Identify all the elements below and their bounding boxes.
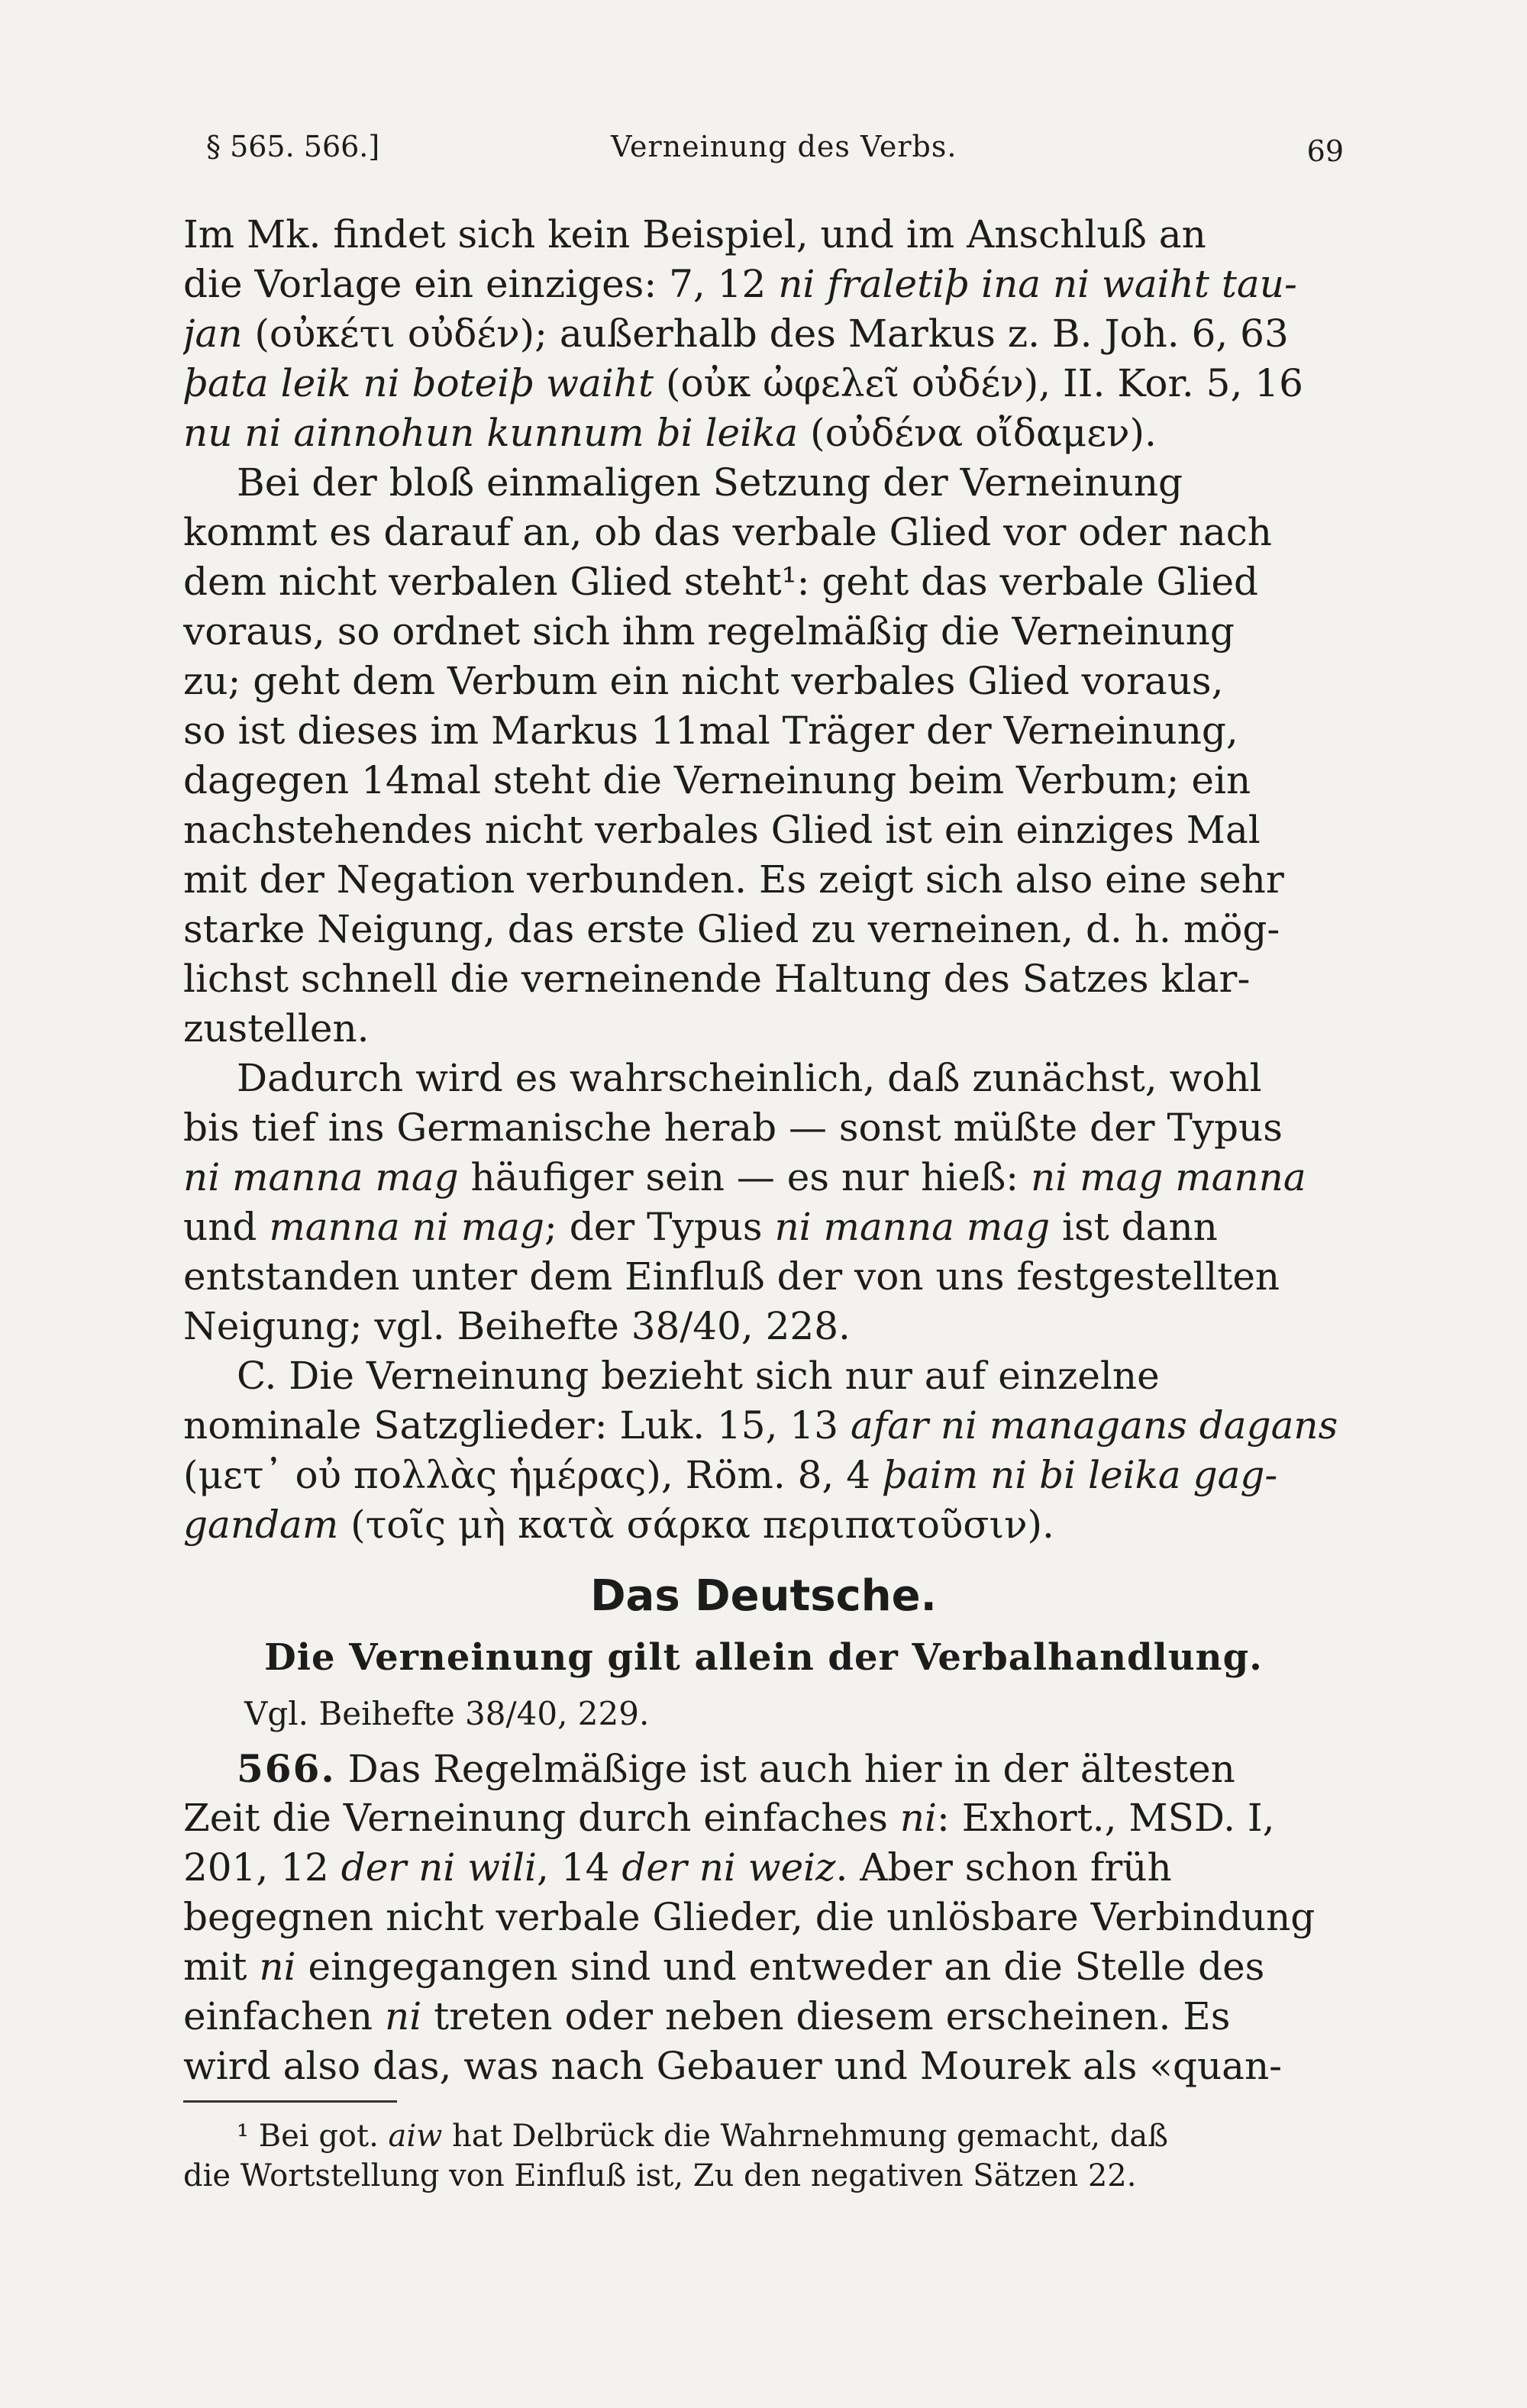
- running-header: [183, 130, 1344, 176]
- gothic-quote: ni: [385, 1994, 422, 2038]
- text-span: einfachen: [183, 1994, 385, 2038]
- text-span: Im Mk. findet sich kein Beispiel, und im Anschluß an: [183, 212, 1206, 257]
- footnote: [183, 2116, 1344, 2196]
- text-span: mit: [183, 1945, 260, 1989]
- text-line: [183, 408, 1344, 458]
- text-span: bis tief ins Germanische herab — sonst müßte der Typus: [183, 1106, 1283, 1150]
- gothic-quote: nu ni ainnohun kunnum bi leika: [183, 411, 799, 455]
- gothic-quote: manna ni mag: [269, 1205, 544, 1249]
- text-span: : Exhort., MSD. I,: [936, 1796, 1275, 1840]
- text-line: voraus, so ordnet sich ihm regelmäßig die Verneinung: [183, 609, 1235, 654]
- text-span: ¹ Bei got.: [237, 2119, 389, 2154]
- gothic-quote: jan: [183, 311, 243, 356]
- text-line: [183, 1500, 1344, 1550]
- text-line: Bei der bloß einmaligen Setzung der Verneinung: [237, 460, 1183, 505]
- text-line: [183, 1302, 1344, 1351]
- gothic-quote: ni: [259, 1945, 296, 1989]
- gothic-quote: ni mag manna: [1031, 1155, 1306, 1199]
- footnote-line: [183, 2116, 1344, 2156]
- text-line: [183, 1401, 1344, 1451]
- gothic-quote: ni fraletiþ ina ni waiht tau-: [778, 262, 1297, 306]
- text-line: [183, 1744, 1344, 1793]
- text-span: (μετ᾽ οὐ πολλὰς ἡμέρας), Röm. 8, 4: [183, 1453, 883, 1497]
- text-span: hat Delbrück die Wahrnehmung gemacht, daß: [442, 2119, 1168, 2154]
- text-line: [183, 359, 1344, 408]
- cross-reference: Vgl. Beihefte 38/40, 229.: [244, 1695, 650, 1732]
- section-heading: Das Deutsche.: [590, 1571, 937, 1621]
- footnote-rule: [183, 2100, 397, 2103]
- text-span: ist dann: [1050, 1205, 1218, 1249]
- text-line: nachstehendes nicht verbales Glied ist ein einziges Mal: [183, 808, 1261, 852]
- text-span: wird also das, was nach Gebauer und Mourek als «quan-: [183, 2044, 1283, 2088]
- text-line: [183, 210, 1344, 260]
- text-span: treten oder neben diesem erscheinen. Es: [421, 1994, 1231, 2038]
- page-number: 69: [1306, 134, 1344, 168]
- text-line: [183, 1942, 1344, 1992]
- text-span: ; der Typus: [544, 1205, 775, 1249]
- gothic-quote: þaim ni bi leika gag-: [882, 1453, 1278, 1497]
- text-line: kommt es darauf an, ob das verbale Glied vor oder nach: [183, 510, 1272, 554]
- text-span: Dadurch wird es wahrscheinlich, daß zunächst, wohl: [237, 1056, 1262, 1100]
- text-line: [183, 309, 1344, 359]
- text-line: so ist dieses im Markus 11mal Träger der Verneinung,: [183, 709, 1238, 753]
- text-line: [183, 1153, 1344, 1202]
- text-line: starke Neigung, das erste Glied zu verneinen, d. h. mög-: [183, 907, 1280, 951]
- text-line: dem nicht verbalen Glied steht¹: geht das verbale Glied: [183, 560, 1259, 604]
- text-span: (οὐκ ὠφελεῖ οὐδέν), II. Kor. 5, 16: [654, 361, 1303, 405]
- text-span: Das Regelmäßige ist auch hier in der ältesten: [335, 1747, 1235, 1791]
- gothic-quote: der ni weiz: [621, 1845, 836, 1890]
- text-span: (οὐδένα οἴδαμεν).: [798, 411, 1157, 455]
- text-span: . Aber schon früh: [835, 1845, 1172, 1890]
- text-span: häufiger sein — es nur hieß:: [458, 1155, 1031, 1199]
- gothic-quote: ni manna mag: [774, 1205, 1051, 1249]
- text-line: [183, 1103, 1344, 1153]
- text-span: nominale Satzglieder: Luk. 15, 13: [183, 1403, 851, 1448]
- header-title: Verneinung des Verbs.: [611, 130, 957, 163]
- text-span: (τοῖς μὴ κατὰ σάρκα περιπατοῦσιν).: [338, 1503, 1054, 1547]
- text-line: [183, 260, 1344, 309]
- gothic-quote: ni manna mag: [183, 1155, 459, 1199]
- text-line: zu; geht dem Verbum ein nicht verbales Glied voraus,: [183, 659, 1224, 703]
- text-line: [183, 1793, 1344, 1843]
- text-span: Neigung; vgl. Beihefte 38/40, 228.: [183, 1304, 851, 1348]
- gothic-quote: ni: [899, 1796, 937, 1840]
- gothic-quote: gandam: [183, 1503, 339, 1547]
- section-number: 566.: [237, 1746, 336, 1791]
- footnote-line: [183, 2156, 1344, 2196]
- text-span: , 14: [537, 1845, 622, 1890]
- text-span: begegnen nicht verbale Glieder, die unlösbare Verbindung: [183, 1895, 1316, 1939]
- main-text: [183, 210, 1344, 2196]
- text-span: 201, 12: [183, 1845, 341, 1890]
- text-span: entstanden unter dem Einfluß der von uns festgestellten: [183, 1254, 1280, 1299]
- text-span: C. Die Verneinung bezieht sich nur auf einzelne: [237, 1354, 1160, 1398]
- text-line: zustellen.: [183, 1006, 370, 1051]
- gothic-quote: þata leik ni boteiþ waiht: [183, 361, 654, 405]
- section-subheading: Die Verneinung gilt allein der Verbalhandlung.: [264, 1636, 1263, 1679]
- text-span: die Wortstellung von Einfluß ist, Zu den negativen Sätzen 22.: [183, 2158, 1137, 2193]
- text-line: [183, 1451, 1344, 1500]
- header-section-ref: § 565. 566.]: [206, 130, 380, 163]
- paragraph-typus: [183, 1054, 1344, 1351]
- text-line: [183, 1054, 1344, 1103]
- gothic-quote: der ni wili: [341, 1845, 537, 1890]
- text-line: [183, 1992, 1344, 2042]
- gothic-quote: afar ni managans dagans: [850, 1403, 1338, 1448]
- text-line: [183, 1252, 1344, 1302]
- text-line: [183, 1351, 1344, 1401]
- paragraph-single-negation: [183, 458, 1344, 1054]
- text-line: mit der Negation verbunden. Es zeigt sich also eine sehr: [183, 857, 1284, 902]
- text-line: [183, 2042, 1344, 2091]
- text-span: (οὐκέτι οὐδέν); außerhalb des Markus z. B. Joh. 6, 63: [242, 311, 1289, 356]
- gothic-quote: aiw: [388, 2119, 443, 2154]
- text-line: [183, 1202, 1344, 1252]
- text-line: [183, 1893, 1344, 1942]
- text-line: [183, 1843, 1344, 1893]
- text-span: Zeit die Verneinung durch einfaches: [183, 1796, 900, 1840]
- text-line: dagegen 14mal steht die Verneinung beim Verbum; ein: [183, 758, 1251, 802]
- text-span: und: [183, 1205, 270, 1249]
- paragraph-566: [183, 1744, 1344, 2091]
- text-span: eingegangen sind und entweder an die Stelle des: [295, 1945, 1265, 1989]
- paragraph-c-nominal: [183, 1351, 1344, 1550]
- text-span: die Vorlage ein einziges: 7, 12: [183, 262, 779, 306]
- text-line: lichst schnell die verneinende Haltung des Satzes klar-: [183, 957, 1251, 1001]
- paragraph-gothic-examples: [183, 210, 1344, 458]
